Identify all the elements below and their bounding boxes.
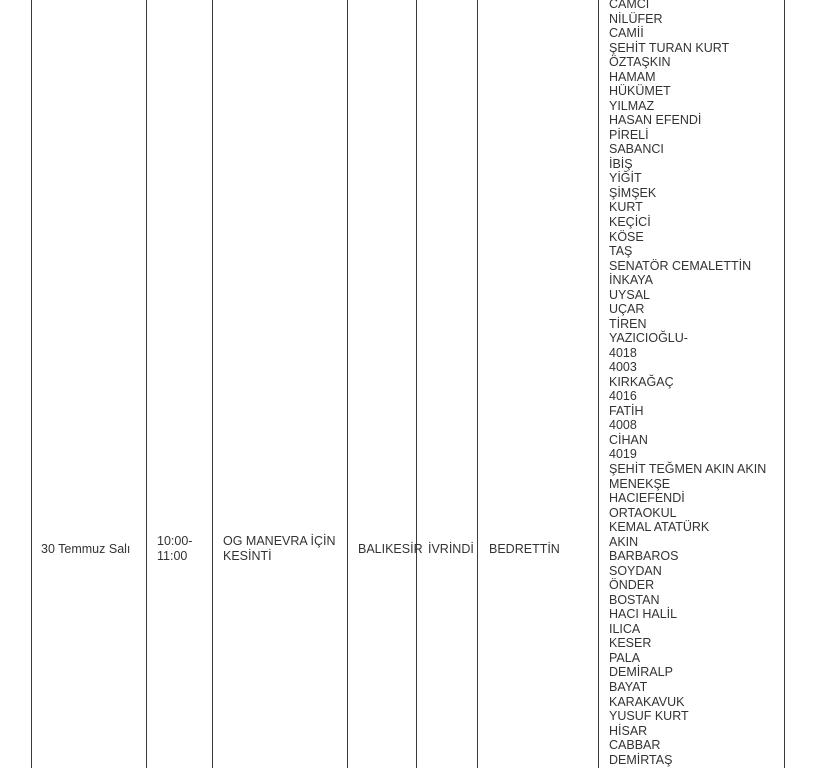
street-item: 4019 (609, 447, 637, 462)
street-item: ORTAOKUL (609, 505, 677, 520)
street-item: İBİŞ (609, 156, 633, 171)
street-item: SOYDAN (609, 563, 662, 578)
street-item: CAMCI (609, 0, 650, 11)
street-item: TİREN (609, 316, 647, 331)
street-item: 4003 (609, 360, 637, 375)
street-item: HASAN EFENDİ (609, 113, 702, 128)
street-item: HACIEFENDİ (609, 491, 685, 506)
street-item: BARBAROS (609, 549, 679, 564)
street-item: 4018 (609, 345, 637, 360)
street-item: KESER (609, 636, 652, 651)
street-item: HAMAM (609, 69, 656, 84)
street-item: İNKAYA (609, 273, 653, 288)
column-divider (784, 0, 785, 768)
street-item: KEÇİCİ (609, 214, 651, 229)
street-item: FATİH (609, 403, 644, 418)
street-item: ÖNDER (609, 578, 655, 593)
street-item: KIRKAĞAÇ (609, 374, 674, 389)
street-item: AKIN (609, 534, 639, 549)
street-item: YUSUF KURT (609, 709, 689, 724)
street-item: ÖZTAŞKIN (609, 55, 671, 70)
street-item: ŞEHİT TEĞMEN AKIN AKIN (609, 462, 767, 476)
column-divider (477, 0, 478, 768)
column-divider (212, 0, 213, 768)
street-item: YAZICIOĞLU- (609, 331, 688, 346)
street-item: PALA (609, 650, 641, 665)
street-item: KEMAL ATATÜRK (609, 520, 710, 535)
street-item: UÇAR (609, 302, 645, 317)
street-item: ŞEHİT TURAN KURT (609, 40, 730, 55)
province-cell: BALIKESİR (358, 542, 423, 556)
street-item: KARAKAVUK (609, 694, 685, 709)
column-divider (416, 0, 417, 768)
street-item: BOSTAN (609, 592, 660, 607)
street-item: PİRELİ (609, 127, 649, 142)
street-item: DEMİRALP (609, 665, 673, 680)
street-item: HÜKÜMET (609, 84, 671, 99)
column-divider (146, 0, 147, 768)
district-cell: İVRİNDİ (428, 542, 474, 556)
column-divider (347, 0, 348, 768)
street-item: SENATÖR CEMALETTİN (609, 258, 752, 273)
column-divider (598, 0, 599, 768)
street-item: ŞİMŞEK (609, 185, 657, 200)
street-item: YİĞİT (609, 171, 642, 186)
street-item: YILMAZ (609, 98, 655, 113)
street-item: ILICA (609, 621, 641, 636)
street-item: DEMİRTAŞ (609, 752, 673, 767)
reason-cell: OG MANEVRA İÇİN KESİNTİ (223, 534, 336, 563)
street-item: TAŞ (609, 244, 633, 259)
street-item: 4008 (609, 418, 637, 433)
date-cell: 30 Temmuz Salı (41, 542, 131, 556)
street-item: SABANCI (609, 142, 664, 157)
street-item: 4016 (609, 389, 637, 404)
street-item: NİLÜFER (609, 11, 663, 26)
street-item: CİHAN (609, 432, 648, 447)
street-item: CAMİİ (609, 26, 644, 41)
street-item: HACI HALİL (609, 607, 678, 622)
street-item: BAYAT (609, 679, 648, 694)
column-divider (31, 0, 32, 768)
street-item: KÖSE (609, 229, 644, 244)
street-item: CABBAR (609, 738, 661, 753)
street-item: UYSAL (609, 287, 650, 302)
street-list (609, 0, 766, 767)
neighborhood-cell: BEDRETTİN (489, 542, 560, 556)
street-item: HİSAR (609, 723, 648, 738)
street-item: KURT (609, 200, 643, 215)
street-item: MENEKŞE (609, 476, 671, 491)
time-cell: 10:00-11:00 (157, 534, 193, 563)
